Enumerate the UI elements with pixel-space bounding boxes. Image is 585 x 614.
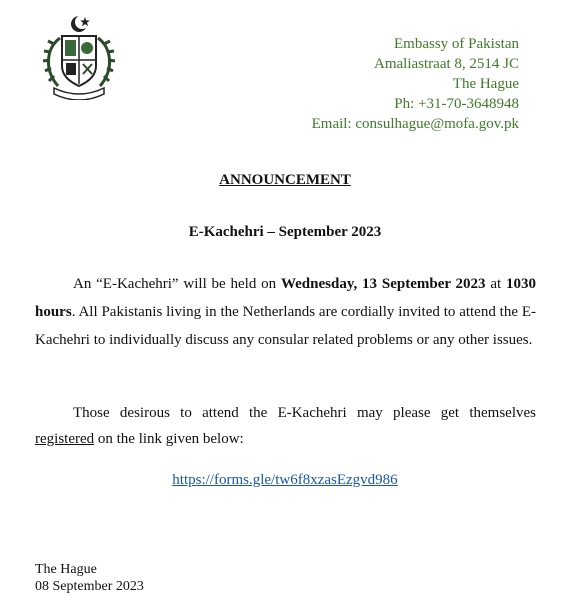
registered-word: registered — [35, 431, 95, 447]
registration-paragraph — [35, 400, 536, 452]
registration-link[interactable]: https://forms.gle/tw6f8xzasEzgvd986 — [172, 472, 398, 488]
event-details-paragraph — [35, 270, 536, 354]
paragraph-text: on the link given below: — [94, 431, 244, 447]
announcement-title: ANNOUNCEMENT — [219, 172, 351, 188]
paragraph-text: An “E-Kachehri” will be held on — [73, 276, 281, 292]
embassy-email[interactable]: Email: consulhague@mofa.gov.pk — [311, 116, 519, 132]
embassy-address-block — [312, 34, 519, 134]
signature-block — [35, 561, 144, 595]
paragraph-text: at — [485, 276, 507, 292]
signature-place: The Hague — [35, 562, 97, 577]
announcement-subtitle: E-Kachehri – September 2023 — [188, 224, 382, 240]
embassy-name: Embassy of Pakistan — [394, 36, 519, 52]
state-emblem-icon — [40, 14, 118, 100]
signature-date: 08 September 2023 — [35, 579, 144, 594]
paragraph-text: . All Pakistanis living in the Netherlands are cordially invited to attend the E-Kachehri to individually discuss any consular related problems or any other issues. — [35, 304, 536, 348]
event-time: 1030 hours — [35, 276, 537, 320]
embassy-phone: Ph: +31-70-3648948 — [394, 96, 519, 112]
embassy-street: Amaliastraat 8, 2514 JC — [374, 56, 519, 72]
event-date: Wednesday, 13 September 2023 — [280, 276, 486, 292]
embassy-city: The Hague — [452, 76, 519, 92]
paragraph-text: Those desirous to attend the E-Kachehri may please get themselves — [73, 405, 536, 421]
